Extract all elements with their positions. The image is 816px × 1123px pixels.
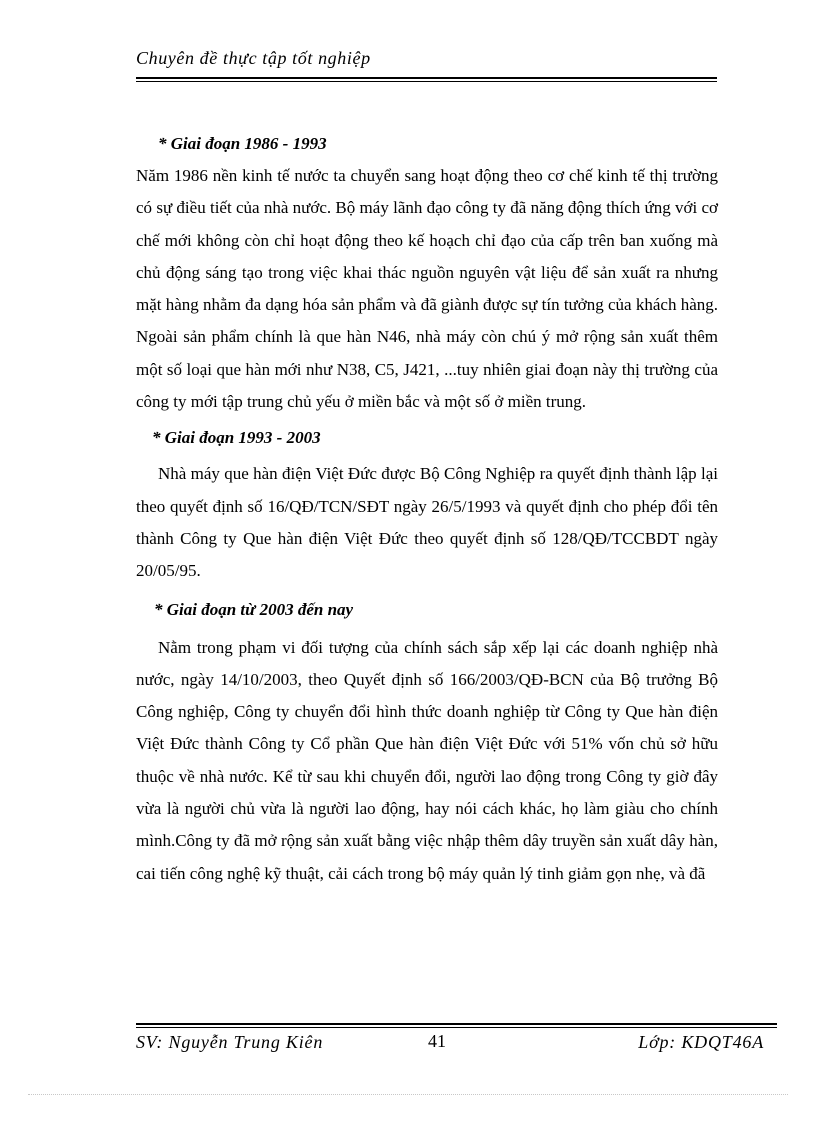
page-header-title: Chuyên đề thực tập tốt nghiệp [136, 48, 371, 68]
section-heading-2003-present: * Giai đoạn từ 2003 đến nay [154, 599, 354, 619]
document-body [136, 128, 718, 890]
footer-class-label: Lớp: KDQT46A [638, 1032, 764, 1052]
page-bottom-edge [28, 1094, 788, 1095]
section-paragraph-1993-2003: Nhà máy que hàn điện Việt Đức được Bộ Công Nghiệp ra quyết định thành lập lại theo quyết định số 16/QĐ/TCN/SĐT ngày 26/5/1993 và quyết định cho phép đổi tên thành Công ty Que hàn điện Việt Đức theo quyết định số 128/QĐ/TCCBDT ngày 20/05/95. [136, 464, 718, 581]
footer-page-number: 41 [428, 1031, 446, 1051]
section-paragraph-1986-1993: Năm 1986 nền kinh tế nước ta chuyển sang hoạt động theo cơ chế kinh tế thị trường có sự điều tiết của nhà nước. Bộ máy lãnh đạo công ty đã năng động thích ứng với cơ chế mới không còn chỉ hoạt động theo kế hoạch chỉ đạo của cấp trên ban xuống mà chủ động sáng tạo trong việc khai thác nguồn nguyên vật liệu để sản xuất ra nhưng mặt hàng nhằm đa dạng hóa sản phẩm và đã giành được sự tín tưởng của khách hàng. Ngoài sản phẩm chính là que hàn N46, nhà máy còn chú ý mở rộng sản xuất thêm một số loại que hàn mới như N38, C5, J421, ...tuy nhiên giai đoạn này thị trường của công ty mới tập trung chủ yếu ở miền bắc và một số ở miền trung. [136, 166, 718, 412]
section-paragraph-2003-present: Nằm trong phạm vi đối tượng của chính sách sắp xếp lại các doanh nghiệp nhà nước, ngày 14/10/2003, theo Quyết định số 166/2003/QĐ-BCN của Bộ trưởng Bộ Công nghiệp, Công ty chuyển đổi hình thức doanh nghiệp từ Công ty Que hàn điện Việt Đức thành Công ty Cổ phần Que hàn điện Việt Đức với 51% vốn chủ sở hữu thuộc về nhà nước. Kể từ sau khi chuyển đổi, người lao động trong Công ty giờ đây vừa là người chủ vừa là người lao động, hay nói cách khác, họ làm giàu cho chính mình.Công ty đã mở rộng sản xuất bằng việc nhập thêm dây truyền sản xuất dây hàn, cai tiến công nghệ kỹ thuật, cải cách trong bộ máy quản lý tinh giảm gọn nhẹ, và đã [136, 637, 718, 883]
footer-student-name: SV: Nguyễn Trung Kiên [136, 1032, 324, 1052]
section-heading-1986-1993: * Giai đoạn 1986 - 1993 [158, 134, 327, 153]
header-divider [136, 77, 717, 82]
section-heading-1993-2003: * Giai đoạn 1993 - 2003 [152, 428, 321, 448]
footer-divider [136, 1023, 777, 1028]
